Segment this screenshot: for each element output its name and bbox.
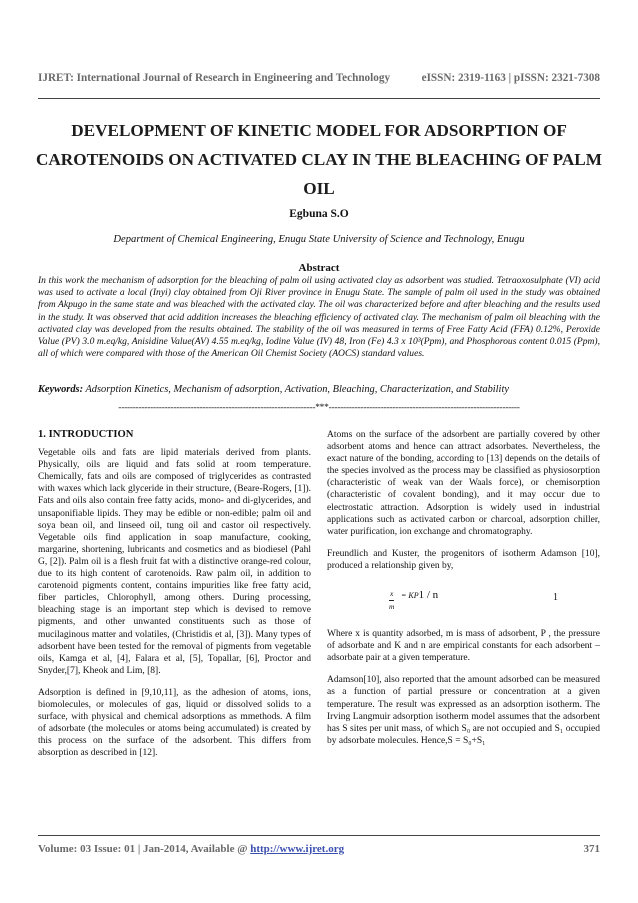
author: Egbuna S.O <box>289 208 349 220</box>
paragraph: Adamson[10], also reported that the amount adsorbed can be measured as a function of partial pressure or concentration at a given temperature. The result was expressed as an adsorption isotherm. The Irving Langmuir adsorption isotherm model assumes that the adsorbent has S sites per unit mass, of which S₀ are not occupied and S₁ occupied by adsorbate molecules. Hence,S = S₀+S₁ <box>327 675 600 746</box>
keywords-text: Adsorption Kinetics, Mechanism of adsorption, Activation, Bleaching, Characterization, and Stability <box>85 384 509 395</box>
abstract-heading: Abstract <box>298 262 340 274</box>
equation-rhs <box>401 589 438 602</box>
equation-numerator: x <box>389 588 394 601</box>
paper-title: DEVELOPMENT OF KINETIC MODEL FOR ADSORPTION OF CAROTENOIDS ON ACTIVATED CLAY IN THE BLEACHING OF PALM OIL <box>35 121 602 198</box>
paragraph: Where x is quantity adsorbed, m is mass of adsorbent, P , the pressure of adsorbate and K and n are empirical constants for each adsorbent – adsorbate pair at a given temperature. <box>327 629 600 664</box>
paragraph: Adsorption is defined in [9,10,11], as the adhesion of atoms, ions, biomolecules, or molecules of gas, liquid or dissolved solids to a surface, with physical and chemical adsorptions as mmethods. A film of adsorbate (the molecules or atoms being accumulated) is created by this process on the surface of the adsorbent. This differs from absorption as described in [12]. <box>38 687 311 759</box>
separator: --------------------------------------------------------------------***------------------------------------------------------------------ <box>118 403 520 413</box>
issn: eISSN: 2319-1163 | pISSN: 2321-7308 <box>421 72 600 84</box>
paragraph: Freundlich and Kuster, the progenitors of isotherm Adamson [10], produced a relationship given by, <box>327 548 600 571</box>
page-number: 371 <box>583 843 600 855</box>
journal-name: IJRET: International Journal of Research in Engineering and Technology <box>38 72 391 84</box>
abstract-text: In this work the mechanism of adsorption for the bleaching of palm oil using activated clay as adsorbent was studied. Tetraoxosulphate (VI) acid was used to activate a local (Inyi) clay obtained from Oji River province in Enugu State. The sample of palm oil used in the study was obtained from Akpugo in the same state and was bleached with the activated clay. The oil was characterized before and after bleaching and the results used in the study. It was observed that acid addition increases the bleaching efficiency of activated clay. The mechanism of palm oil bleaching with the activated clay was developed from the results obtained. The stability of the oil was measured in terms of Free Fatty Acid (FFA) 0.12%, Peroxide Value (PV) 3.0 m.eq/kg, Anisidine Value(AV) 4.55 m.eq/kg, Iodine Value (IV) 48, Iron (Fe) 4.3 x 10³(Ppm), and Phosphorous content 0.015 (Ppm), all of which were compared with those of the American Oil Chemist Society (AOCS) standard values. <box>38 275 600 360</box>
affiliation: Department of Chemical Engineering, Enugu State University of Science and Technology, Enugu <box>113 234 525 245</box>
footer-volume-text: Volume: 03 Issue: 01 | Jan-2014, Available @ <box>38 843 248 855</box>
equation-fraction <box>389 588 394 613</box>
paragraph: Vegetable oils and fats are lipid materials derived from plants. Physically, oils are liquid and fats solid at room temperature. Chemically, fats and oils are composed of triglycerides as contrasted with waxes which lack glyceride in their structure, (Beare-Rogers, [1]). Fats and oils also contain free fatty acids, mono- and di-glycerides, and unsaponifiable lipids. They may be edible or non-edible; palm oil and soya bean oil, and linseed oil, tung oil and castor oil respectively. Vegetable oils find application in soap manufacture, cooking, margarine, shortening, lubricants and cosmetics and as biodiesel (Pahl G, [2]). Palm oil is a flesh fruit fat with a distinctive orange-red colour, due to its high content of carotenoids. Raw palm oil, in addition to carotenoid pigments content, contains impurities like free fatty acid, fiber particles, Chlorophyll, among others. During processing, bleaching stage is an important step which is devised to remove pigments, and other unwanted constituents such as those of mucilaginous matter and volatiles, (Christidis et al, [3]). Many types of adsorbent have been tested for the removal of pigments from vegetable oils, Kamga et al, [4], Falara et al, [5], Topallar, [6], Proctor and Snyder,[7], Kheok and Lim, [8]. <box>38 448 311 676</box>
equation-rhs-prefix: = KP <box>401 591 419 601</box>
keywords <box>38 384 600 395</box>
right-column <box>327 429 600 757</box>
running-header <box>38 72 600 84</box>
paragraph: Atoms on the surface of the adsorbent are partially covered by other adsorbent atoms and hence can attract adsorbates. Nevertheless, the exact nature of the bonding, according to [13] depends on the details of the species involved as the process may be classified as physiosorption (characteristic of weak van der Waals force), or chemisorption (characteristic of covalent bonding), and it may occur due to electrostatic attraction. Adsorption is widely used in industrial applications such as activated carbon or charcoal, adsorption chiller, water purification, ion exchange and chromatography. <box>327 430 600 537</box>
equation-denominator: m <box>389 602 395 612</box>
section-heading: 1. INTRODUCTION <box>38 429 134 440</box>
footer-link[interactable]: http://www.ijret.org <box>250 843 345 855</box>
equation <box>327 582 600 622</box>
left-column <box>38 429 311 769</box>
footer <box>38 843 600 855</box>
footer-rule <box>38 835 600 836</box>
keywords-label: Keywords: <box>38 384 84 395</box>
equation-exponent: 1 / n <box>418 589 439 602</box>
header-rule <box>38 98 600 99</box>
equation-number: 1 <box>553 592 558 604</box>
footer-volume <box>38 843 344 855</box>
